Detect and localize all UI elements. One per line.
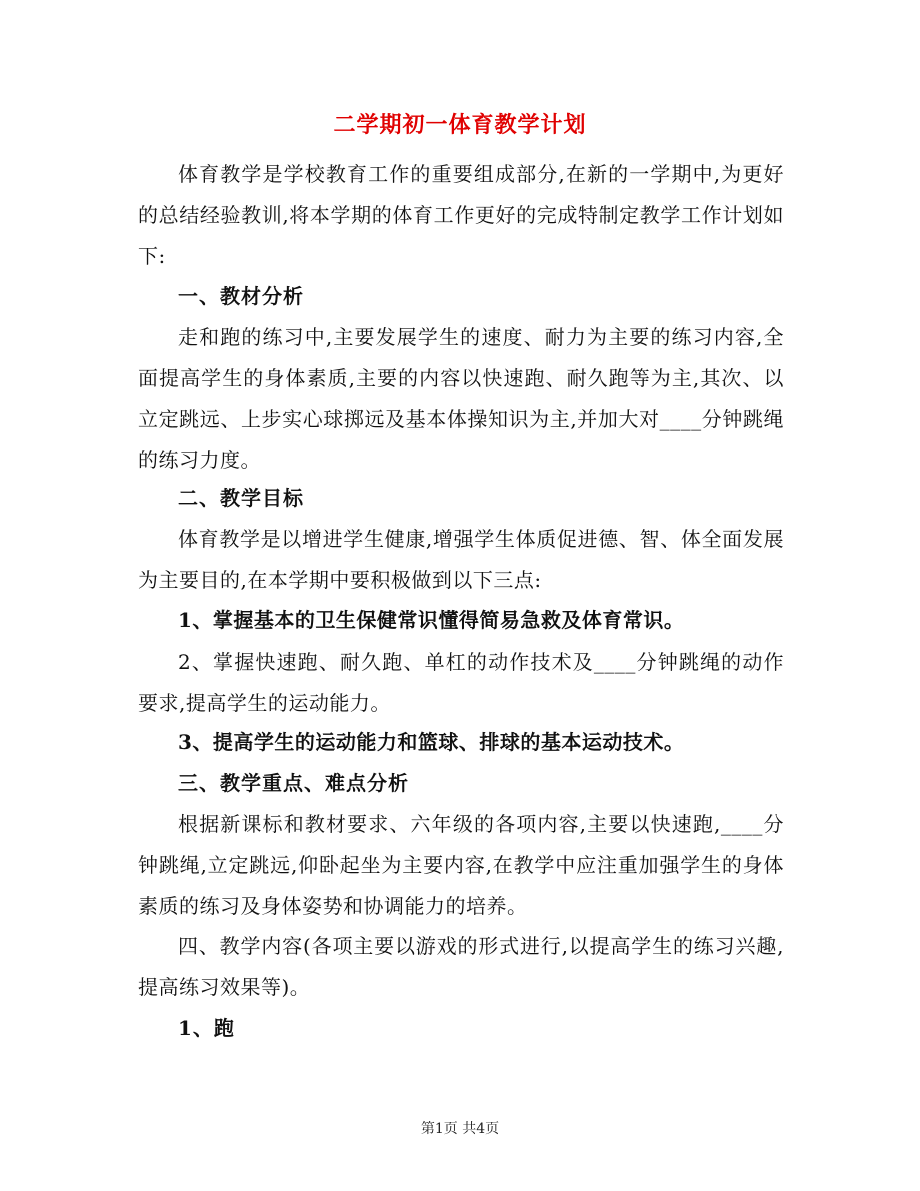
key-points-paragraph: 根据新课标和教材要求、六年级的各项内容,主要以快速跑,____分钟跳绳,立定跳远,仰卧起坐为主要内容,在教学中应注重加强学生的身体素质的练习及身体姿势和协调能力的培养。 <box>138 812 784 918</box>
page-number: 第1页 共4页 <box>420 1121 500 1137</box>
goals-paragraph: 体育教学是以增进学生健康,增强学生体质促进德、智、体全面发展为主要目的,在本学期中要积极做到以下三点: <box>138 527 784 592</box>
section-heading-key-points: 三、教学重点、难点分析 <box>178 771 409 795</box>
page-title: 二学期初一体育教学计划 <box>333 112 587 138</box>
teaching-content-paragraph: 四、教学内容(各项主要以游戏的形式进行,以提高学生的练习兴趣,提高练习效果等)。 <box>138 934 784 999</box>
goal-item-1: 1、掌握基本的卫生保健常识懂得简易急救及体育常识。 <box>178 608 685 632</box>
goal-item-2: 2、掌握快速跑、耐久跑、单杠的动作技术及____分钟跳绳的动作要求,提高学生的运动能力。 <box>138 650 784 715</box>
intro-paragraph: 体育教学是学校教育工作的重要组成部分,在新的一学期中,为更好的总结经验教训,将本学期的体育工作更好的完成特制定教学工作计划如下: <box>138 162 784 268</box>
section-heading-goals: 二、教学目标 <box>178 486 304 510</box>
subsection-heading-run: 1、跑 <box>178 1016 235 1040</box>
materials-paragraph: 走和跑的练习中,主要发展学生的速度、耐力为主要的练习内容,全面提高学生的身体素质,主要的内容以快速跑、耐久跑等为主,其次、以立定跳远、上步实心球掷远及基本体操知识为主,并加大对____分钟跳绳的练习力度。 <box>138 325 784 472</box>
section-heading-materials: 一、教材分析 <box>178 284 304 308</box>
goal-item-3: 3、提高学生的运动能力和篮球、排球的基本运动技术。 <box>178 730 685 754</box>
